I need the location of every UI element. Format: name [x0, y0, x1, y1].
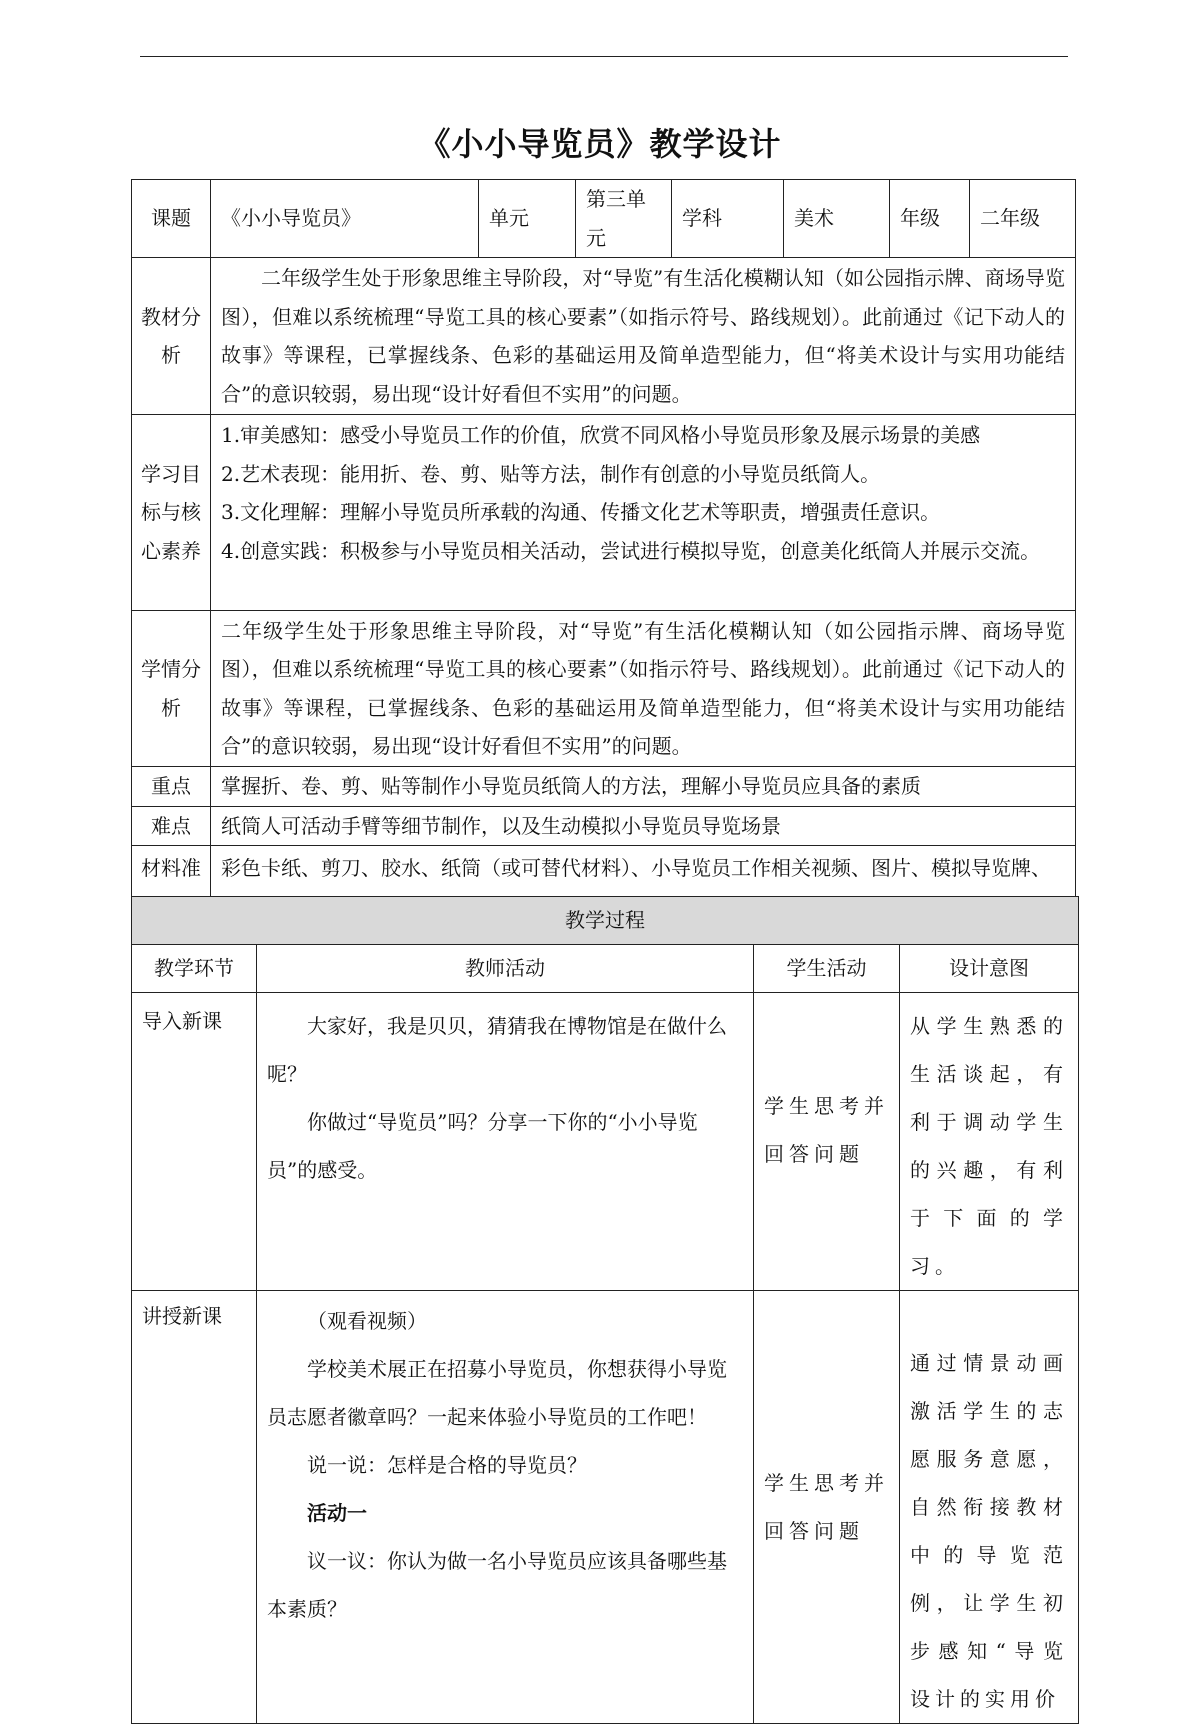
teacher-paragraph: （观看视频） [307, 1309, 427, 1333]
info-row [132, 180, 1076, 258]
objective-item: 2.艺术表现：能用折、卷、剪、贴等方法，制作有创意的小导览员纸筒人。 [221, 461, 881, 486]
subject-value: 美术 [784, 180, 890, 258]
header-rule [140, 56, 1068, 57]
material-analysis-label: 教材分析 [132, 258, 211, 415]
student-activity-cell: 学生思考并回答问题 [754, 993, 900, 1291]
process-row-intro [132, 993, 1079, 1291]
teaching-process-table [131, 896, 1079, 1724]
column-header-intent: 设计意图 [900, 945, 1079, 993]
process-header: 教学过程 [132, 897, 1079, 945]
grade-value: 二年级 [970, 180, 1076, 258]
design-intent-cell: 从学生熟悉的生活谈起，有利于调动学生的兴趣，有利于下面的学习。 [900, 993, 1079, 1291]
lesson-info-table [131, 179, 1076, 929]
objectives-row [132, 415, 1076, 611]
unit-value: 第三单元 [576, 180, 672, 258]
student-activity-cell: 学生思考并回答问题 [754, 1291, 900, 1724]
objectives-label: 学习目标与核心素养 [132, 415, 211, 611]
difficulty-text: 纸筒人可活动手臂等细节制作，以及生动模拟小导览员导览场景 [211, 806, 1076, 846]
materials-text: 彩色卡纸、剪刀、胶水、纸筒（或可替代材料）、小导览员工作相关视频、图片、模拟导览牌、 [211, 846, 1076, 929]
design-intent-cell: 通过情景动画激活学生的志愿服务意愿，自然衔接教材中的导览范例，让学生初步感知“导览设计的实用价 [900, 1291, 1079, 1724]
column-header-teacher: 教师活动 [257, 945, 754, 993]
teacher-paragraph: 你做过“导览员”吗？分享一下你的“小小导览员”的感受。 [267, 1110, 698, 1182]
subject-label: 学科 [672, 180, 784, 258]
difficulty-label: 难点 [132, 806, 211, 846]
activity-heading: 活动一 [307, 1501, 367, 1525]
material-analysis-text: 二年级学生处于形象思维主导阶段，对“导览”有生活化模糊认知（如公园指示牌、商场导览图），但难以系统梳理“导览工具的核心要素”（如指示符号、路线规划）。此前通过《记下动人的故事》等课程，已掌握线条、色彩的基础运用及简单造型能力，但“将美术设计与实用功能结合”的意识较弱，易出现“设计好看但不实用”的问题。 [211, 258, 1076, 415]
objective-item: 4.创意实践：积极参与小导览员相关活动，尝试进行模拟导览，创意美化纸筒人并展示交流。 [221, 538, 1041, 563]
key-point-row [132, 767, 1076, 807]
material-analysis-row [132, 258, 1076, 415]
learner-analysis-text: 二年级学生处于形象思维主导阶段，对“导览”有生活化模糊认知（如公园指示牌、商场导览图），但难以系统梳理“导览工具的核心要素”（如指示符号、路线规划）。此前通过《记下动人的故事》等课程，已掌握线条、色彩的基础运用及简单造型能力，但“将美术设计与实用功能结合”的意识较弱，易出现“设计好看但不实用”的问题。 [211, 611, 1076, 767]
teacher-activity-cell [257, 993, 754, 1291]
column-header-stage: 教学环节 [132, 945, 257, 993]
document-title: 《小小导览员》教学设计 [418, 125, 782, 163]
learner-analysis-label: 学情分析 [132, 611, 211, 767]
grade-label: 年级 [890, 180, 970, 258]
objectives-list [211, 415, 1076, 611]
key-point-label: 重点 [132, 767, 211, 807]
stage-cell: 导入新课 [132, 993, 257, 1291]
teacher-paragraph: 大家好，我是贝贝，猜猜我在博物馆是在做什么呢？ [267, 1014, 727, 1086]
key-point-text: 掌握折、卷、剪、贴等制作小导览员纸筒人的方法，理解小导览员应具备的素质 [211, 767, 1076, 807]
stage-cell: 讲授新课 [132, 1291, 257, 1724]
difficulty-row [132, 806, 1076, 846]
unit-label: 单元 [479, 180, 576, 258]
teacher-paragraph: 议一议：你认为做一名小导览员应该具备哪些基本素质？ [267, 1549, 727, 1621]
topic-label: 课题 [132, 180, 211, 258]
process-header-row [132, 897, 1079, 945]
materials-label: 材料准 [132, 846, 211, 929]
learner-analysis-row [132, 611, 1076, 767]
teacher-activity-cell [257, 1291, 754, 1724]
process-column-row [132, 945, 1079, 993]
topic-value: 《小小导览员》 [211, 180, 479, 258]
teacher-paragraph: 说一说：怎样是合格的导览员？ [307, 1453, 587, 1477]
teacher-paragraph: 学校美术展正在招募小导览员，你想获得小导览员志愿者徽章吗？一起来体验小导览员的工作吧！ [267, 1357, 727, 1429]
objective-item: 3.文化理解：理解小导览员所承载的沟通、传播文化艺术等职责，增强责任意识。 [221, 500, 941, 524]
objective-item: 1.审美感知：感受小导览员工作的价值，欣赏不同风格小导览员形象及展示场景的美感 [221, 423, 981, 447]
process-row-new-lesson [132, 1291, 1079, 1724]
column-header-student: 学生活动 [754, 945, 900, 993]
